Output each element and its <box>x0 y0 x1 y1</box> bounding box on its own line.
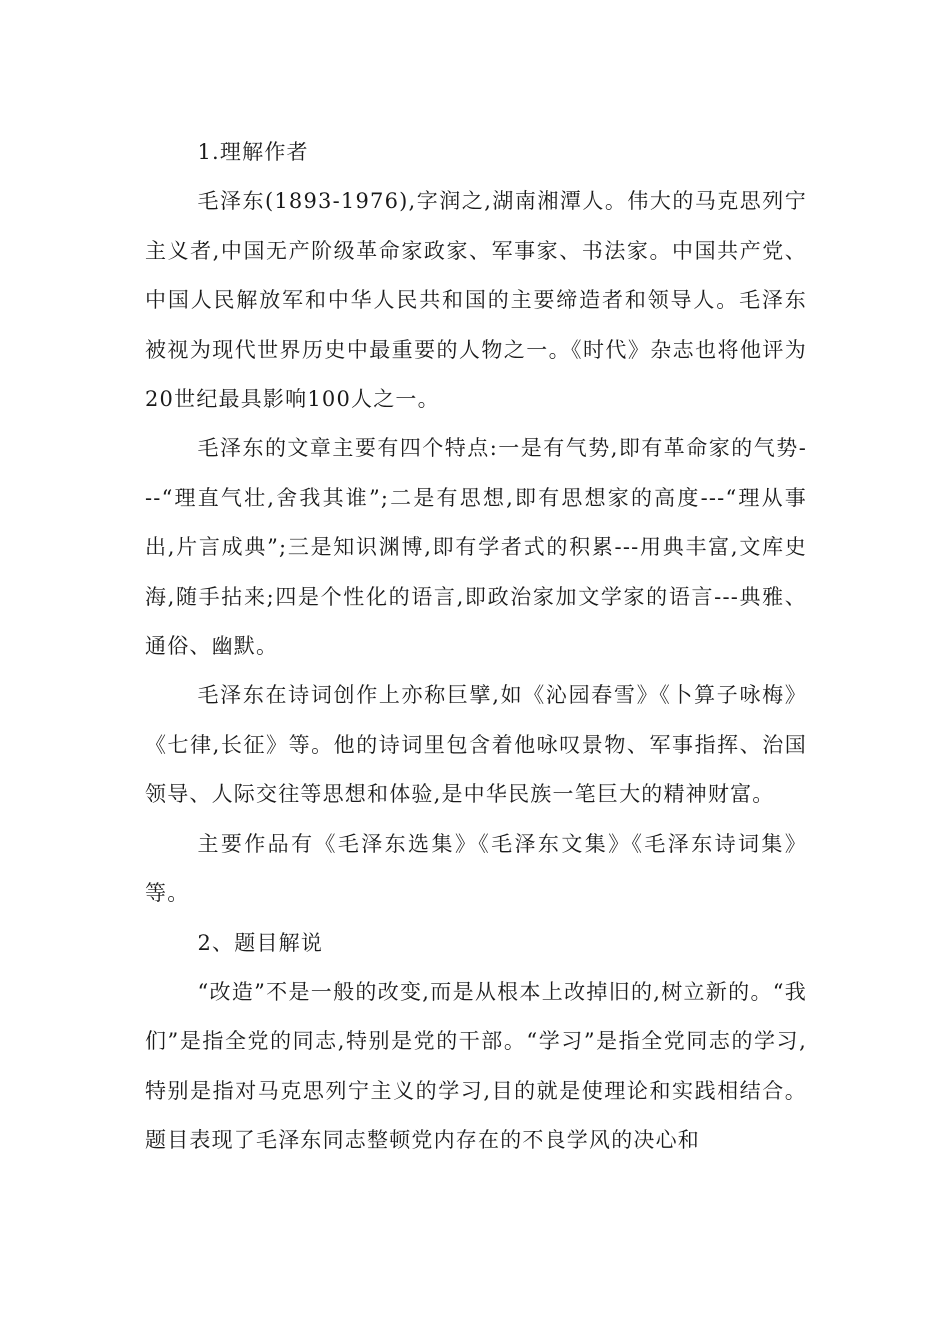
section-1-heading: 1.理解作者 <box>197 140 309 164</box>
major-works-paragraph: 主要作品有《毛泽东选集》《毛泽东文集》《毛泽东诗词集》等。 <box>145 831 807 906</box>
section-2-heading: 2、题目解说 <box>197 930 324 955</box>
author-bio-paragraph: 毛泽东(1893-1976),字润之,湖南湘潭人。伟大的马克思列宁主义者,中国无产阶级革命家政家、军事家、书法家。中国共产党、中国人民解放军和中华人民共和国的主要缔造者和领导人。毛泽东被视为现代世界历史中最重要的人物之一。《时代》杂志也将他评为20世纪最具影响100人之一。 <box>145 189 807 412</box>
document-body <box>145 128 807 1166</box>
poetry-paragraph: 毛泽东在诗词创作上亦称巨擘,如《沁园春雪》《卜算子咏梅》《七律,长征》等。他的诗词里包含着他咏叹景物、军事指挥、治国领导、人际交往等思想和体验,是中华民族一笔巨大的精神财富。 <box>145 683 807 807</box>
title-explanation-paragraph: “改造”不是一般的改变,而是从根本上改掉旧的,树立新的。“我们”是指全党的同志,特别是党的干部。“学习”是指全党同志的学习,特别是指对马克思列宁主义的学习,目的就是使理论和实践相结合。题目表现了毛泽东同志整顿党内存在的不良学风的决心和 <box>145 979 807 1153</box>
writing-features-paragraph: 毛泽东的文章主要有四个特点:一是有气势,即有革命家的气势---“理直气壮,舍我其谁”;二是有思想,即有思想家的高度---“理从事出,片言成典”;三是知识渊博,即有学者式的积累---用典丰富,文库史海,随手拈来;四是个性化的语言,即政治家加文学家的语言---典雅、通俗、幽默。 <box>145 436 807 659</box>
